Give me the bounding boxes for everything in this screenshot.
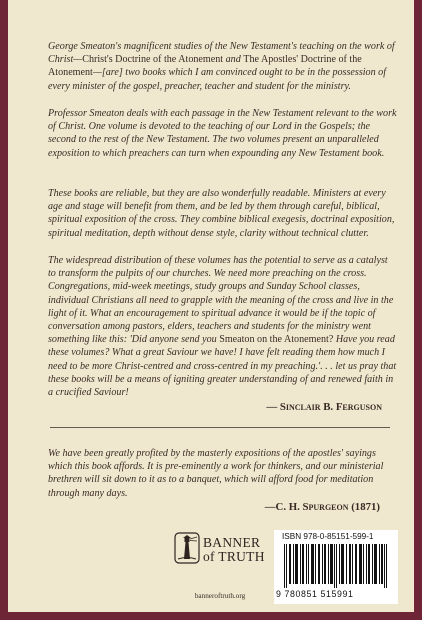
blurb-attribution: — Sinclair B. Ferguson xyxy=(266,401,382,413)
divider-rule xyxy=(50,427,390,428)
ean-digits: 9 780851 515991 xyxy=(276,589,354,599)
publisher-logo xyxy=(158,532,278,602)
isbn-label: ISBN 978-0-85151-599-1 xyxy=(282,532,374,541)
barcode xyxy=(282,544,390,588)
blurb-paragraph-2: Professor Smeaton deals with each passage in the New Testament relevant to the work of Christ. One volume is devoted to the teaching of our Lord in the Gospels; the second to the rest of the New Testament. The two volumes present an unparalleled exposition to which preachers can turn when expounding any New Testament book. xyxy=(48,108,397,159)
quote-2-text: We have been greatly profited by the masterly expositions of the apostles' sayings which this book affords. It is pre-eminently a work for thinkers, and our ministerial brethren will sit down to it as to a banquet, which will afford food for meditation through many days. xyxy=(48,448,384,499)
quote-2-attribution: —C. H. Spurgeon (1871) xyxy=(264,501,380,513)
publisher-name-line-1: BANNER xyxy=(203,535,261,550)
isbn-barcode-box xyxy=(274,530,398,604)
blurb-paragraph-4: The widespread distribution of these volumes has the potential to serve as a catalyst to transform the pulpits of our churches. We need more preaching on the cross. Congregations, mid-week meetings, study groups and Sunday School classes, individual Christians all need to grapple with the meaning of the cross and live in the light of it. What an encouragement to spiritual advance it would be if the topic of conversation among pastors, elders, teachers and students for the ministry went something like this: 'Did anyone send you Smeaton on the Atonement? Have you read these volumes? What a great Saviour we have! I have felt reading them how much I need to be more Christ-centred and cross-centred in my preaching.'. . . let us pray that these books will be a means of igniting greater understanding of and renewed faith in a crucified Saviour! xyxy=(48,255,397,399)
back-cover xyxy=(8,0,414,612)
blurb-paragraph-3: These books are reliable, but they are also wonderfully readable. Ministers at every age and stage will benefit from them, and be led by them through careful, biblical, spiritual exposition of the cross. They combine biblical exegesis, doctrinal exposition, spiritual meditation, depth without dense style, clarity without technical clutter. xyxy=(48,188,395,239)
publisher-name-line-2: of TRUTH xyxy=(203,549,265,564)
publisher-website[interactable]: banneroftruth.org xyxy=(194,592,246,600)
lighthouse-icon xyxy=(174,532,200,569)
blurb-paragraph-1: George Smeaton's magnificent studies of the New Testament's teaching on the work of Christ—Christ's Doctrine of the Atonement and The Apostles' Doctrine of the Atonement—[are] two books which I am convinced ought to be in the possession of every minister of the gospel, preacher, teacher and student for the ministry. xyxy=(48,41,395,92)
